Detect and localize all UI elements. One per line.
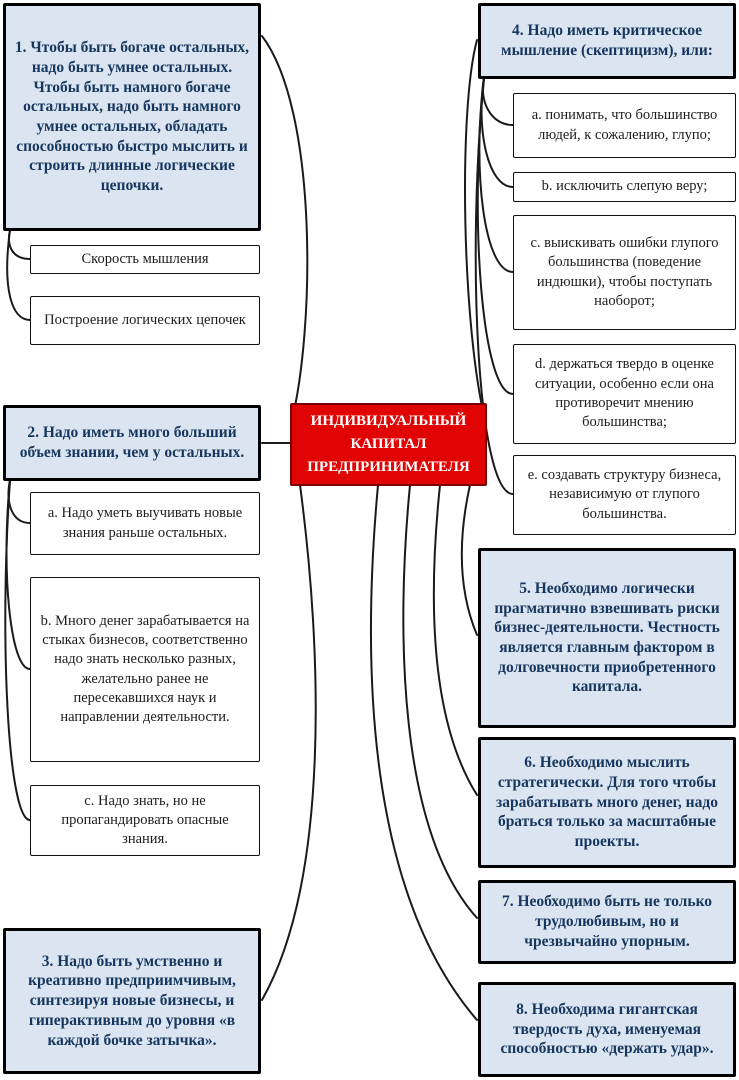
node-4-text: 4. Надо иметь критическое мышление (скептицизм), или: xyxy=(501,22,713,59)
subnode-4b-text: b. исключить слепую веру; xyxy=(541,178,708,195)
connector-node1-to-sub-b xyxy=(7,230,30,320)
subnode-1b-logical-chains xyxy=(30,296,260,345)
subnode-4c-find-mistakes xyxy=(513,215,736,330)
connector-node2-to-sub-a xyxy=(9,480,30,523)
connector-center-to-node5 xyxy=(462,485,477,635)
node-5-text: 5. Необходимо логически прагматично взвешивать риски бизнес-деятельности. Честность является главным фактором в долговечности приобретенного капитала. xyxy=(494,579,720,696)
node-6-text: 6. Необходимо мыслить стратегически. Для того чтобы зарабатывать много денег, надо браться только за масштабные проекты. xyxy=(496,754,718,850)
connector-node4-to-sub-a xyxy=(483,78,513,125)
connector-center-to-node8 xyxy=(371,485,477,1020)
subnode-4b-no-blind-faith xyxy=(513,172,736,202)
node-8-text: 8. Необходима гигантская твердость духа, именуемая способностью «держать удар». xyxy=(500,1000,714,1058)
subnode-2c-text: c. Надо знать, но не пропагандировать опасные знания. xyxy=(61,792,229,848)
node-3-text: 3. Надо быть умственно и креативно предприимчивым, синтезируя новые бизнесы, и гиперактивным до уровня «в каждой бочке затычка». xyxy=(28,952,236,1049)
node-6-think-strategically xyxy=(478,737,736,868)
connector-center-to-node6 xyxy=(434,485,477,795)
subnode-2a-learn-faster xyxy=(30,492,260,555)
subnode-4c-text: c. выискивать ошибки глупого большинства (поведение индюшки), чтобы поступать наоборот; xyxy=(530,234,719,309)
connector-center-to-node7 xyxy=(403,485,477,918)
node-1-text: 1. Чтобы быть богаче остальных, надо быть умнее остальных. Чтобы быть намного богаче остальных, надо быть намного умнее остальных, обладать способностью быстро мыслить и строить длинные логические цепочки. xyxy=(14,39,250,195)
connector-node2-to-sub-b xyxy=(7,480,30,669)
connector-center-to-node1 xyxy=(262,36,307,424)
subnode-4d-hold-assessment xyxy=(513,344,736,444)
subnode-2b-text: b. Много денег зарабатывается на стыках бизнесов, соответственно надо знать несколько разных, желательно ранее не пересекавшихся наук и направлении деятельности. xyxy=(40,612,250,726)
subnode-1a-text: Скорость мышления xyxy=(81,250,209,267)
node-4-critical-thinking xyxy=(478,3,736,79)
subnode-2a-text: a. Надо уметь выучивать новые знания раньше остальных. xyxy=(47,505,243,541)
connector-node2-to-sub-c xyxy=(5,480,30,820)
subnode-2c-dangerous-knowledge xyxy=(30,785,260,856)
subnode-1b-text: Построение логических цепочек xyxy=(44,311,246,328)
connector-node4-to-sub-b xyxy=(482,78,513,187)
subnode-4d-text: d. держаться твердо в оценке ситуации, особенно если она противоречит мнению большинства; xyxy=(535,356,714,431)
connector-node1-to-sub-a xyxy=(9,230,30,259)
subnode-4e-independent-structure xyxy=(513,455,736,535)
connector-node4-to-sub-c xyxy=(479,78,513,272)
node-8-fortitude xyxy=(478,982,736,1077)
subnode-4a-majority-foolish xyxy=(513,93,736,158)
node-2-more-knowledge xyxy=(3,405,261,481)
subnode-4e-text: e. создавать структуру бизнеса, независимую от глупого большинства. xyxy=(527,467,722,522)
subnode-2b-business-intersections xyxy=(30,577,260,762)
node-7-hardworking-persistent xyxy=(478,880,736,964)
center-node-text: ИНДИВИДУАЛЬНЫЙ КАПИТАЛ ПРЕДПРИНИМАТЕЛЯ xyxy=(307,412,470,476)
connector-center-to-node3 xyxy=(262,485,316,1000)
node-7-text: 7. Необходимо быть не только трудолюбивым, но и чрезвычайно упорным. xyxy=(501,893,713,950)
center-node-individual-capital xyxy=(290,403,487,486)
node-3-enterprising xyxy=(3,928,261,1074)
node-1-be-smarter xyxy=(3,3,261,231)
node-2-text: 2. Надо иметь много больший объем знании, чем у остальных. xyxy=(19,424,245,461)
connector-node4-to-sub-d xyxy=(478,78,513,394)
subnode-4a-text: a. понимать, что большинство людей, к сожалению, глупо; xyxy=(531,107,718,143)
node-5-weigh-risks xyxy=(478,548,736,728)
connector-center-to-node4 xyxy=(465,40,486,424)
subnode-1a-thinking-speed xyxy=(30,245,260,274)
